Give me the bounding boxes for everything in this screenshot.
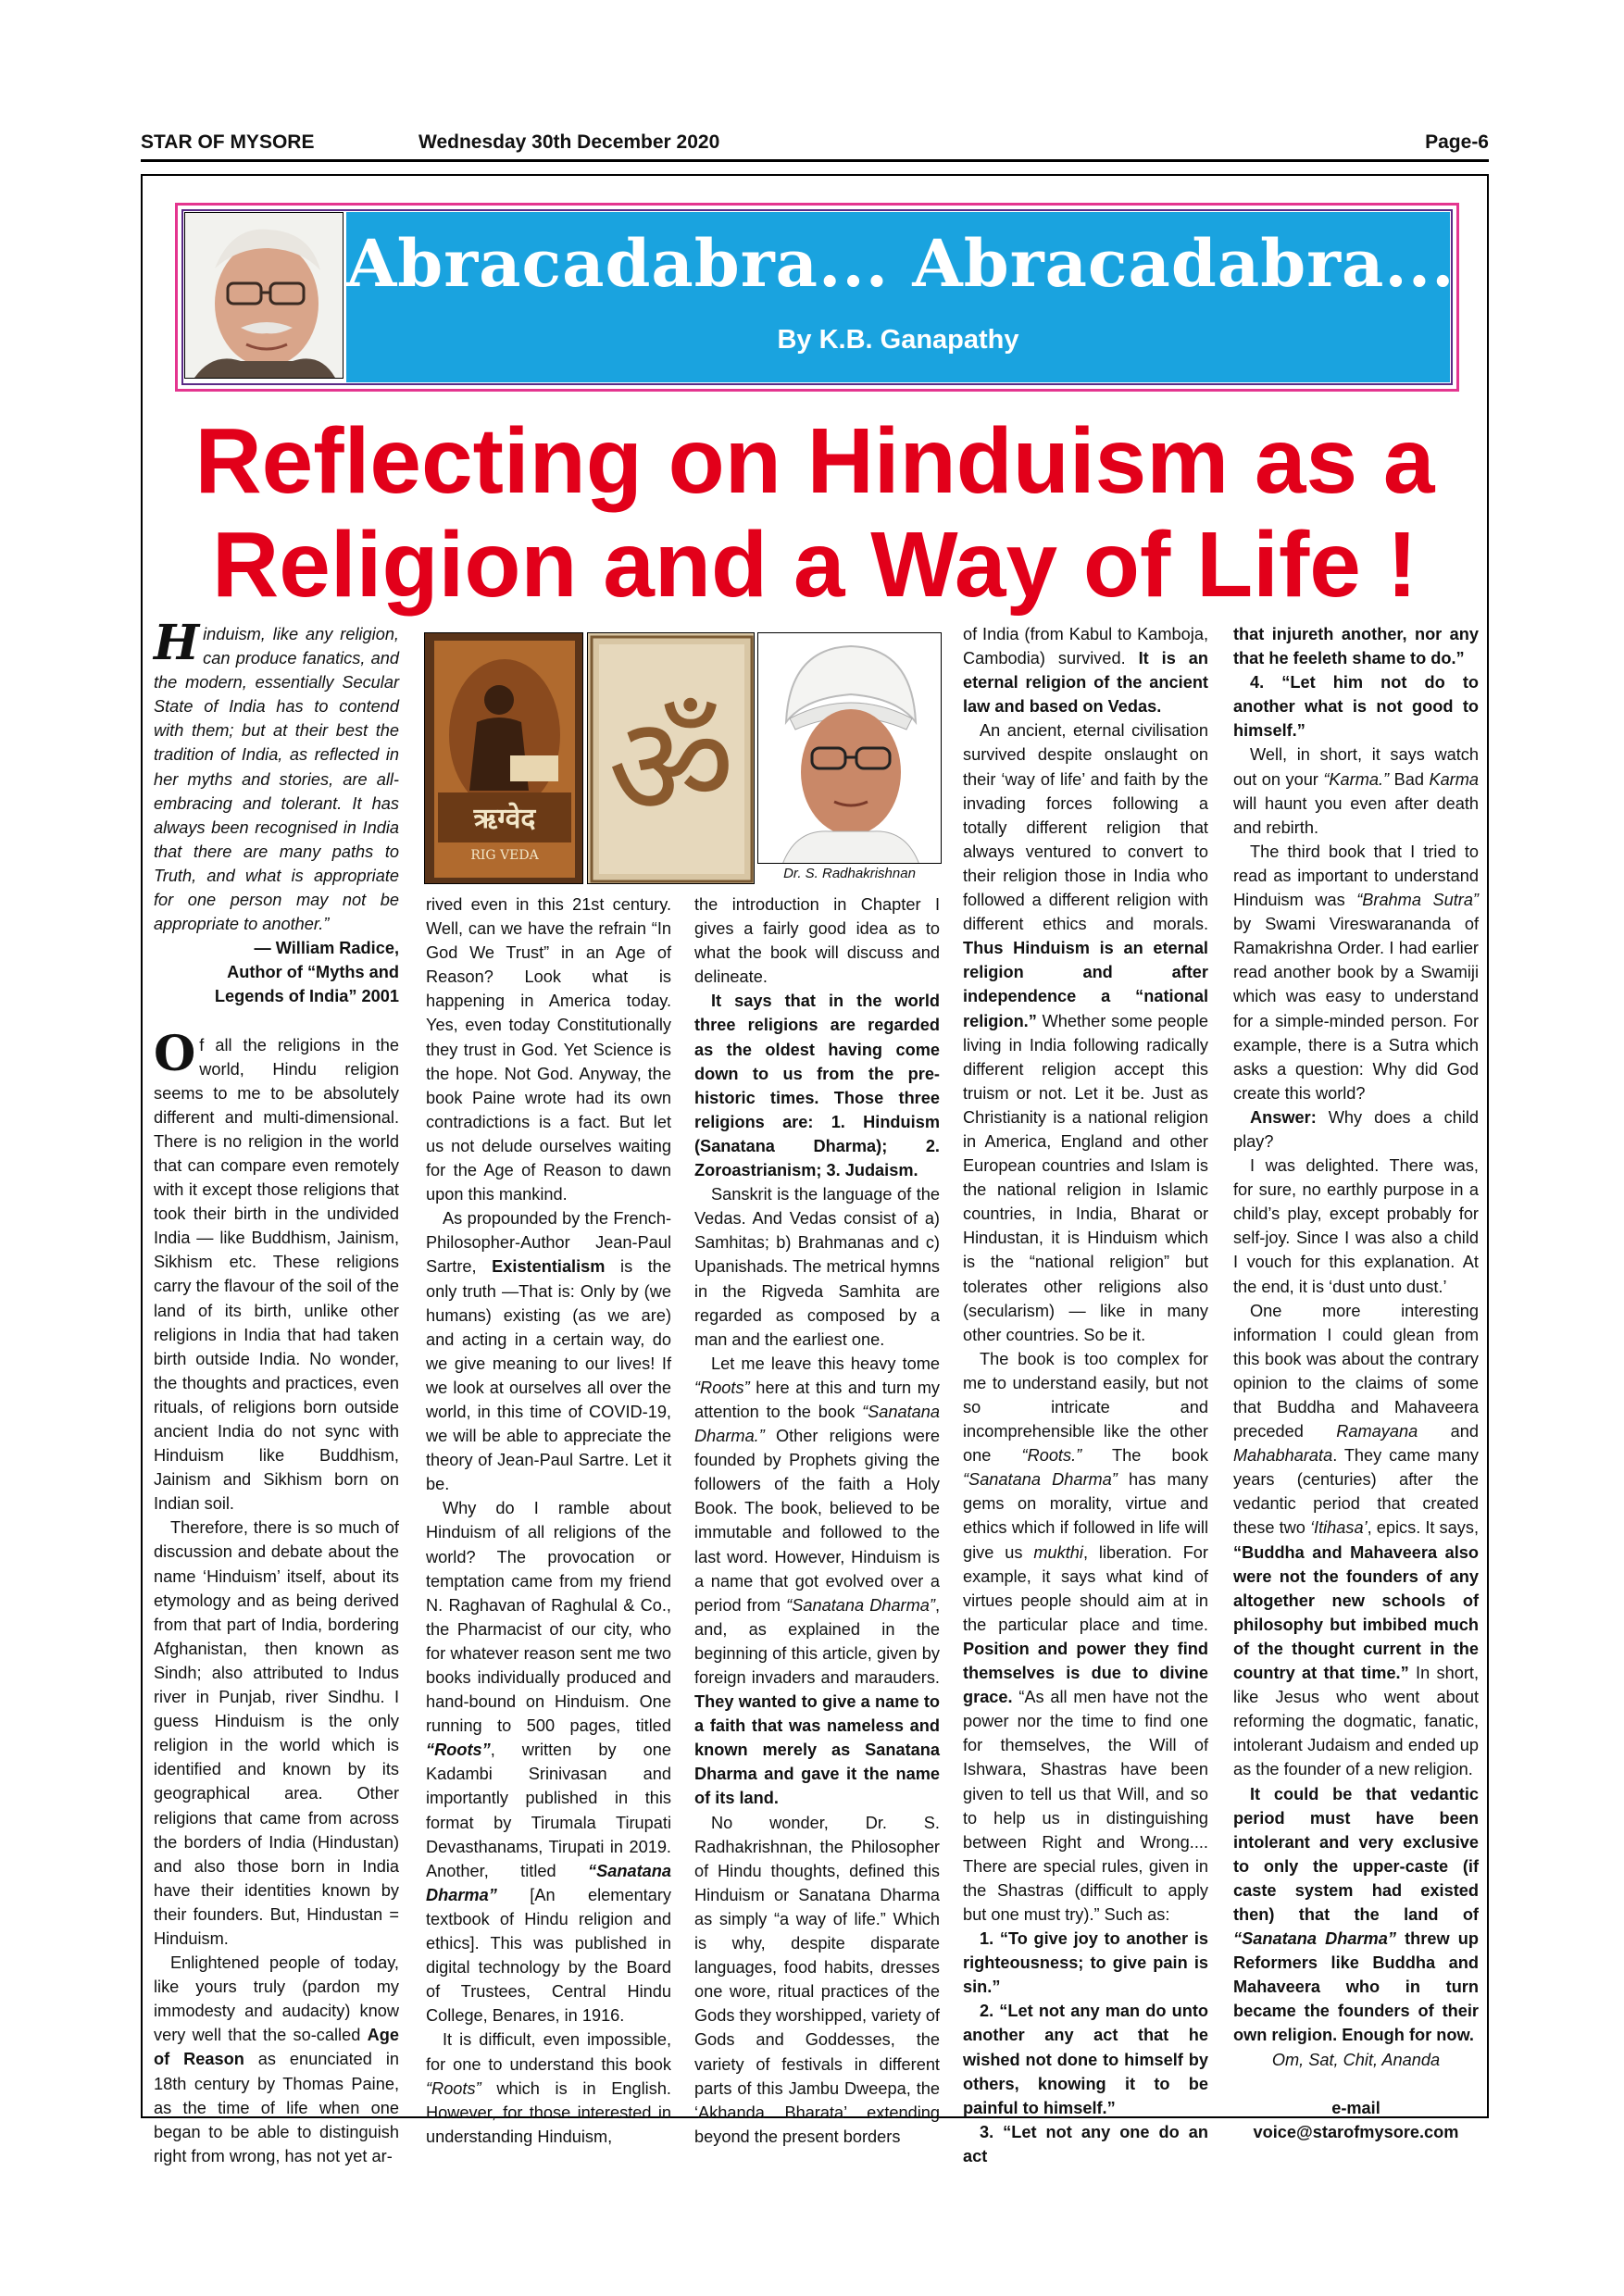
bold-span: It could be that vedantic period must have been intolerant and very exclusive to only the upper-caste (if caste system had existed then) that the land of (1233, 1784, 1479, 1924)
bold-span: “Buddha and Mahaveera also were not the founders of any altogether new schools of philosophy but imbibed much of the thought current in the country at that time.” (1233, 1542, 1479, 1683)
italic-span: “Karma.” (1323, 769, 1390, 789)
paragraph (694, 989, 940, 1182)
text-span: Bad (1389, 769, 1430, 789)
rigveda-devanagari-text: ऋग्वेद (473, 803, 536, 835)
sign-off: Om, Sat, Chit, Ananda (1271, 2050, 1441, 2069)
italic-span: “Brahma Sutra” (1356, 891, 1479, 910)
italic-span: Mahabharata (1233, 1446, 1333, 1466)
publication-name: STAR OF MYSORE (141, 131, 315, 153)
issue-date: Wednesday 30th December 2020 (418, 131, 720, 153)
paragraph: Therefore, there is so much of discussion and debate about the name ‘Hinduism’ itself, about its etymology and as being derived from that part of India, bordering Afghanistan, then known as Sindh; also attributed to Indus river in Punjab, river Sindhu. I guess Hinduism is the only religion in the world which is identified and known by its geographical area. Other religions that came from across the borders of India (Hindustan) and also those born in India have their identities known by their founders. But, Hindustan = Hinduism. (154, 1518, 399, 1948)
italic-span: ‘Itihasa’ (1309, 1518, 1368, 1538)
bold-italic-span: “Roots” (426, 1741, 491, 1760)
paragraph (1233, 840, 1479, 1105)
text-span: of India (from Kabul to Kamboja, Cambodia) survived. (963, 625, 1208, 668)
bold-italic-span: “Sanatana Dharma” (1233, 1929, 1396, 1949)
om-illustration (588, 633, 755, 884)
text-span: , liberation. For example, it says what kind of virtues people should aim at in the particular place and time. (963, 1542, 1208, 1634)
radhakrishnan-illustration (758, 633, 942, 865)
article-column-1 (154, 615, 399, 2168)
bold-span: It says that in the world three religions are regarded as the oldest having come down to us from the pre-historic times. Those three religions are: 1. Hinduism (Sanatana Dharma); 2. Zoroastrianism; 3. Judaism. (694, 992, 940, 1180)
paragraph (154, 1025, 399, 1516)
italic-span: “Roots” (694, 1378, 750, 1397)
bold-span: 4. “Let him not do to another what is not good to himself.” (1233, 673, 1479, 741)
paragraph (963, 1999, 1208, 2119)
radhakrishnan-photo (757, 632, 942, 884)
photo-caption: Dr. S. Radhakrishnan (757, 863, 942, 885)
text-span: , and, as explained in the beginning of this article, given by foreign invaders and marauders. (694, 1595, 940, 1687)
text-span: Enlightened people of today, like yours truly (pardon my immodesty and audacity) know very well that the so-called (154, 1953, 399, 2045)
bold-span: It is an eternal religion of the ancient law and based on Vedas. (963, 649, 1209, 717)
epigraph-text: induism, like any religion, can produce fanatics, and the modern, essentially Secular State of India has to contend with them; but at their best the tradition of India, as reflected in her myths and stories, are all-embracing and tolerant. It has always been recognised in India that there are many paths to Truth, and what is appropriate for one person may not be appropriate to another.” (154, 625, 399, 934)
text-span: Let me leave this heavy tome (711, 1354, 940, 1373)
bold-italic-span: “Sanatana Dharma” (426, 1861, 671, 1904)
paragraph (963, 1927, 1208, 1999)
paragraph (963, 1347, 1208, 1927)
paragraph (426, 2028, 671, 2148)
rigveda-image (424, 632, 583, 884)
author-portrait (184, 212, 344, 379)
text-span: The book (1081, 1446, 1208, 1466)
text-span: which is in English. However, for those interested in understanding Hinduism, (426, 2078, 671, 2146)
paragraph: the introduction in Chapter I gives a fairly good idea as to what the book will discuss and delineate. (694, 895, 940, 987)
paragraph-text: f all the religions in the world, Hindu religion seems to me to be absolutely different and multi-dimensional. There is no religion in the world that can compare even remotely with it except those religions that took their birth in the undivided India — like Buddhism, Jainism, Sikhism etc. These religions carry the flavour of the soil of the land of its birth, unlike other religions in India that had taken birth outside India. No wonder, the thoughts and practices, even rituals, of religions born outside ancient India do not sync with Hinduism like Buddhism, Jainism and Sikhism born on Indian soil. (154, 1035, 399, 1514)
paragraph (426, 1496, 671, 2028)
bold-span: Existentialism (492, 1257, 606, 1277)
italic-span: “Sanatana Dharma” (786, 1595, 935, 1615)
article-column-3 (694, 892, 940, 2149)
italic-span: “Sanatana Dharma.” (694, 1402, 940, 1446)
text-span: has many gems on morality, virtue and ethics which if followed in life will give us (963, 1470, 1209, 1562)
bold-span: Position and power they find themselves is due to divine grace. (963, 1639, 1208, 1707)
text-span: by Swami Vireswarananda of Ramakrishna Order. I had earlier read another book by a Swamiji which was easy to understand for a simple-minded person. For example, there is a Sutra which asks a question: Why did God create this world? (1233, 915, 1479, 1103)
email-label: e-mail (1331, 2098, 1380, 2117)
text-span: As propounded by the French-Philosopher-Author Jean-Paul Sartre, (426, 1209, 671, 1277)
text-span: , epics. It says, (1367, 1518, 1480, 1538)
text-span: . They came many years (centuries) after the vedantic period that created these two (1233, 1446, 1479, 1538)
paragraph (963, 718, 1208, 1346)
om-symbol: ॐ (607, 687, 735, 848)
text-span: Why do I ramble about Hinduism of all religions of the world? The provocation or temptation came from my friend N. Raghavan of Raghulal & Co., the Pharmacist of our city, who for whatever reason sent me two books individually produced and hand-bound on Hinduism. One running to 500 pages, titled (426, 1499, 671, 1736)
epigraph-attribution-3: Legends of India” 2001 (214, 987, 399, 1006)
bold-span: Age of Reason (154, 2026, 399, 2069)
paragraph: No wonder, Dr. S. Radhakrishnan, the Philosopher of Hindu thoughts, defined this Hinduism or Sanatana Dharma as simply “a way of life.” Which is why, despite disparate languages, food habits, dresses one wore, ritual practices of the Gods they worshipped, variety of Gods and Goddesses, the variety of festivals in different parts of this Jambu Dweepa, the ‘Akhanda Bharata’ extending beyond the present borders (694, 1813, 940, 2146)
text-span: Other religions were founded by Prophets giving the followers of the faith a Holy Book. The book, believed to be immutable and followed to the last word. However, Hinduism is a name that got evolved over a period from (694, 1427, 940, 1615)
epigraph (154, 615, 399, 936)
text-span: here at this and turn my attention to the book (694, 1378, 940, 1421)
italic-span: Karma (1429, 769, 1480, 789)
text-span: and (1418, 1422, 1479, 1441)
headline-line-2: Religion and a Way of Life ! (212, 513, 1418, 617)
bold-span: They wanted to give a name to a faith that was nameless and known merely as Sanatana Dharma and gave it the name of its land. (694, 1692, 940, 1808)
text-span: Why does a child play? (1233, 1107, 1479, 1151)
bold-span: 1. “To give joy to another is righteousness; to give pain is sin.” (963, 1929, 1208, 1997)
paragraph: Sanskrit is the language of the Vedas. And Vedas consist of a) Samhitas; b) Brahmanas and c) Upanishads. The metrical hymns in the Rigveda Samhita are regarded as composed by a man and the earliest one. (694, 1185, 940, 1349)
rigveda-label-text: RIG VEDA (470, 848, 539, 863)
paragraph (426, 1206, 671, 1496)
page-number: Page-6 (1425, 131, 1489, 153)
paragraph (1233, 1105, 1479, 1154)
text-span: The book is too complex for me to understand easily, but not so intricate and incomprehensible like the other one (963, 1349, 1208, 1466)
italic-span: “Roots” (426, 2078, 481, 2098)
italic-span: Ramayana (1336, 1422, 1418, 1441)
text-span: is the only truth —That is: Only by (we humans) existing (as we are) and acting in a certain way, do we give meaning to our lives! If we look at ourselves all over the world, in this time of COVID-19, we will be able to appreciate the theory of Jean-Paul Sartre. Let it be. (426, 1257, 671, 1494)
paragraph (1233, 1782, 1479, 2048)
text-span: The third book that I tried to read as important to understand Hinduism was (1233, 842, 1479, 910)
text-span: One more interesting information I could glean from this book was about the contrary opinion to the claims of some that Buddha and Mahaveera preceded (1233, 1301, 1479, 1441)
column-banner (175, 203, 1459, 392)
epigraph-dropcap: H (154, 615, 200, 671)
bold-span: that injureth another, nor any that he feeleth shame to do.” (1233, 625, 1479, 668)
paragraph (694, 1352, 940, 1811)
body-dropcap: O (154, 1025, 196, 1082)
text-span: In short, like Jesus who went about reforming the dogmatic, fanatic, intolerant Judaism and ended up as the founder of a new religion. (1233, 1664, 1479, 1779)
rigveda-illustration (425, 633, 583, 884)
paragraph (154, 1951, 399, 2168)
headline-line-1: Reflecting on Hinduism as a (194, 409, 1435, 513)
text-span: [An elementary textbook of Hindu religion and ethics]. This was published in digital technology by the Board of Trustees, Central Hindu College, Benares, in 1916. (426, 1885, 671, 2026)
text-span: will haunt you even after death and rebirth. (1233, 793, 1479, 837)
text-span: An ancient, eternal civilisation survived despite onslaught on their ‘way of life’ and faith by the invading forces following a totally different religion that always ventured to convert to their religion those in India who followed a different religion with different ethics and morals. (963, 721, 1208, 934)
italic-span: “Sanatana Dharma” (963, 1470, 1118, 1490)
banner-title-box (346, 212, 1455, 382)
bold-span: Answer: (1250, 1107, 1317, 1127)
text-span: Whether some people living in India following radically different religion accept this truism or not. Let it be. Just as Christianity is a national religion in America, England and other European countries and Islam is the national religion in Islamic countries, in India, Bharat or Hindustan, it is Hinduism which is the “national religion” but tolerates other religions also (secularism) — like in many other countries. So be it. (963, 1011, 1208, 1344)
article-column-5 (1233, 622, 1479, 2144)
paragraph: I was delighted. There was, for sure, no earthly purpose in a child’s play, except probably for self-joy. Since I was also a child I vouch for this explanation. At the end, it is ‘dust unto dust.’ (1233, 1156, 1479, 1296)
italic-span: “Roots.” (1021, 1446, 1082, 1466)
text-span: Well, in short, it says watch out on your (1233, 745, 1479, 789)
article-column-4 (963, 622, 1208, 2168)
text-span: It is difficult, even impossible, for one to understand this book (426, 2030, 671, 2074)
paragraph (963, 2120, 1208, 2168)
paragraph (963, 622, 1208, 718)
paragraph (1233, 742, 1479, 839)
om-image (587, 632, 755, 884)
author-portrait-illustration (185, 213, 343, 378)
masthead (141, 126, 1489, 162)
author-byline: By K.B. Ganapathy (777, 325, 1019, 355)
paragraph (1233, 1299, 1479, 1782)
article-column-2 (426, 892, 671, 2149)
bold-span: threw up Reformers like Buddha and Mahaveera who in turn became the founders of their own religion. Enough for now. (1233, 1929, 1479, 2045)
column-title: Abracadabra... Abracadabra... (346, 225, 1455, 302)
text-span: , written by one Kadambi Srinivasan and importantly published in this format by Tirumala Tirupati Devasthanams, Tirupati in 2019. Another, titled (426, 1741, 671, 1880)
text-span: “As all men have not the power nor the time to find one for themselves, the Will of Ishwara, Shastras have been given to tell us that Will, and so to help us in distinguishing between Right and Wrong.... There are special rules, given in the Shastras (difficult to apply but one must try).” Such as: (963, 1688, 1208, 1924)
paragraph (1233, 622, 1479, 670)
bold-span: Thus Hinduism is an eternal religion and after independence a “national religion.” (963, 939, 1208, 1030)
italic-span: mukthi (1033, 1542, 1083, 1562)
epigraph-attribution-1: — William Radice, (254, 939, 399, 958)
text-span: as enunciated in 18th century by Thomas Paine, as the time of life when one began to be able to distinguish right from wrong, has not yet ar- (154, 2050, 399, 2165)
paragraph (1233, 670, 1479, 742)
bold-span: 2. “Let not any man do unto another any act that he wished not done to himself by others, knowing it to be painful to himself.” (963, 2002, 1208, 2117)
epigraph-attribution-2: Author of “Myths and (227, 963, 399, 982)
bold-span: 3. “Let not any one do an act (963, 2122, 1208, 2165)
email-address-link[interactable]: voice@starofmysore.com (1253, 2122, 1459, 2141)
paragraph: rived even in this 21st century. Well, can we have the refrain “In God We Trust” in an Age of Reason? Look what is happening in America today. Yes, even today Constitutionally they trust in God. Yet Science is the hope. Not God. Anyway, the book Paine wrote had its own contradictions is a fact. But let us not delude ourselves waiting for the Age of Reason to dawn upon this mankind. (426, 895, 671, 1204)
